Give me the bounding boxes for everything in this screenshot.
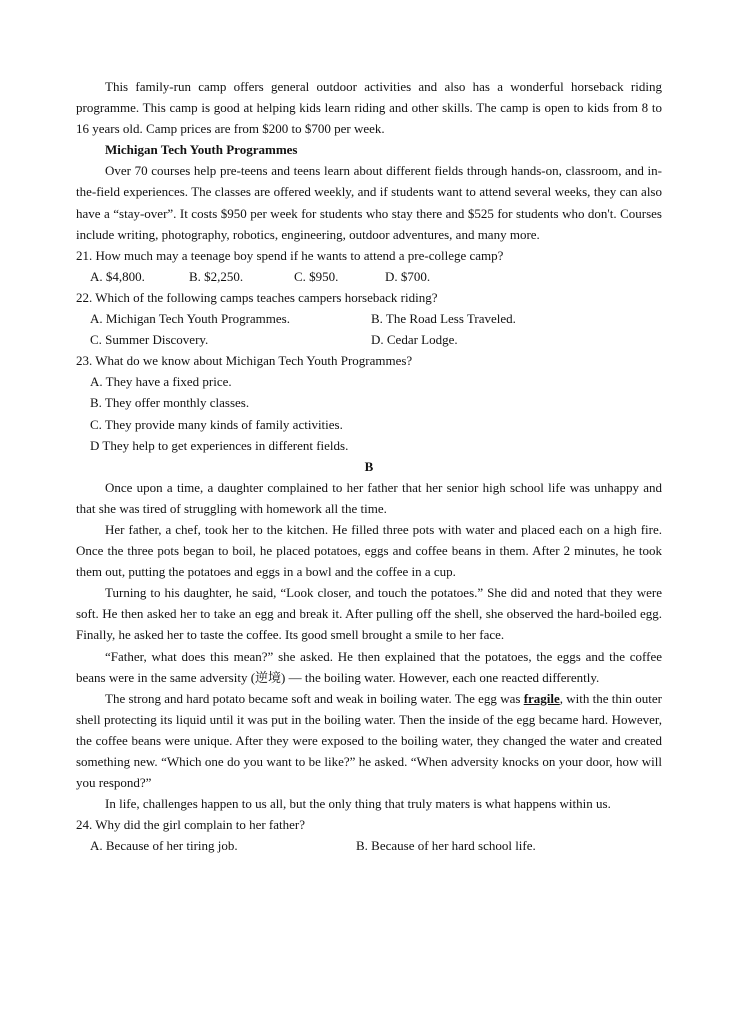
story-paragraph-1: Once upon a time, a daughter complained to her father that her senior high school life was unhappy and that she was tired of struggling with homework all the time. bbox=[76, 479, 662, 516]
q21-options bbox=[90, 266, 662, 287]
story-paragraph-4: “Father, what does this mean?” she asked. He then explained that the potatoes, the eggs and the coffee beans were in the same adversity (逆境) — the boiling water. However, each one reacted differently. bbox=[76, 648, 662, 685]
question-24: 24. Why did the girl complain to her father? bbox=[76, 817, 305, 833]
q21-option-a: A. $4,800. bbox=[90, 268, 145, 284]
q22-option-a: A. Michigan Tech Youth Programmes. bbox=[90, 311, 290, 327]
exam-page bbox=[76, 76, 662, 856]
q24-options bbox=[90, 835, 662, 856]
q23-option-c: C. They provide many kinds of family activities. bbox=[90, 416, 343, 432]
q21-option-c: C. $950. bbox=[294, 268, 339, 284]
question-21: 21. How much may a teenage boy spend if he wants to attend a pre-college camp? bbox=[76, 247, 504, 263]
michigan-paragraph: Over 70 courses help pre-teens and teens learn about different fields through hands-on, classroom, and in-the-field experiences. The classes are offered weekly, and if students want to attend several weeks, they can also have a “stay-over”. It costs $950 per week for students who stay there and $525 for students who don't. Courses include writing, photography, robotics, engineering, outdoor adventures, and many more. bbox=[76, 163, 662, 242]
q22-options-row2 bbox=[90, 329, 662, 350]
question-23: 23. What do we know about Michigan Tech Youth Programmes? bbox=[76, 353, 413, 369]
q21-option-b: B. $2,250. bbox=[189, 268, 244, 284]
story-p5-end: , with the thin outer shell protecting its liquid until it was put in the boiling water. Then the inside of the egg became hard. However, the coffee beans were unique. After they were exposed to the boiling water, they changed the water and created something new. “Which one do you want to be like?” he asked. “When adversity knocks on your door, how will you respond?” bbox=[76, 690, 662, 791]
story-p5-start: The strong and hard potato became soft and weak in boiling water. The egg was bbox=[105, 690, 524, 706]
q22-option-b: B. The Road Less Traveled. bbox=[371, 311, 516, 327]
q24-option-b: B. Because of her hard school life. bbox=[356, 838, 536, 854]
section-b-title: B bbox=[364, 458, 374, 474]
q23-option-a: A. They have a fixed price. bbox=[90, 374, 232, 390]
q23-option-b: B. They offer monthly classes. bbox=[90, 395, 250, 411]
story-paragraph-3: Turning to his daughter, he said, “Look closer, and touch the potatoes.” She did and noted that they were soft. He then asked her to take an egg and break it. After pulling off the shell, she observed the hard-boiled egg. Finally, he asked her to taste the coffee. Its good smell brought a smile to her face. bbox=[76, 585, 662, 643]
question-22: 22. Which of the following camps teaches campers horseback riding? bbox=[76, 289, 438, 305]
q24-option-a: A. Because of her tiring job. bbox=[90, 838, 238, 854]
michigan-heading: Michigan Tech Youth Programmes bbox=[105, 142, 298, 158]
fragile-word: fragile bbox=[523, 690, 560, 706]
camp-paragraph: This family-run camp offers general outdoor activities and also has a wonderful horseback riding programme. This camp is good at helping kids learn riding and other skills. The camp is open to kids from 8 to 16 years old. Camp prices are from $200 to $700 per week. bbox=[76, 79, 662, 137]
story-paragraph-2: Her father, a chef, took her to the kitchen. He filled three pots with water and placed each on a high fire. Once the three pots began to boil, he placed potatoes, eggs and coffee beans in them. After 2 minutes, he took them out, putting the potatoes and eggs in a bowl and the coffee in a cup. bbox=[76, 521, 662, 580]
q23-option-d: D They help to get experiences in different fields. bbox=[90, 437, 349, 453]
story-paragraph-6: In life, challenges happen to us all, but the only thing that truly maters is what happens within us. bbox=[105, 796, 611, 812]
story-paragraph-5 bbox=[76, 688, 662, 793]
q22-options-row1 bbox=[90, 308, 662, 329]
q22-option-d: D. Cedar Lodge. bbox=[371, 332, 458, 348]
q22-option-c: C. Summer Discovery. bbox=[90, 332, 209, 348]
q21-option-d: D. $700. bbox=[385, 268, 431, 284]
